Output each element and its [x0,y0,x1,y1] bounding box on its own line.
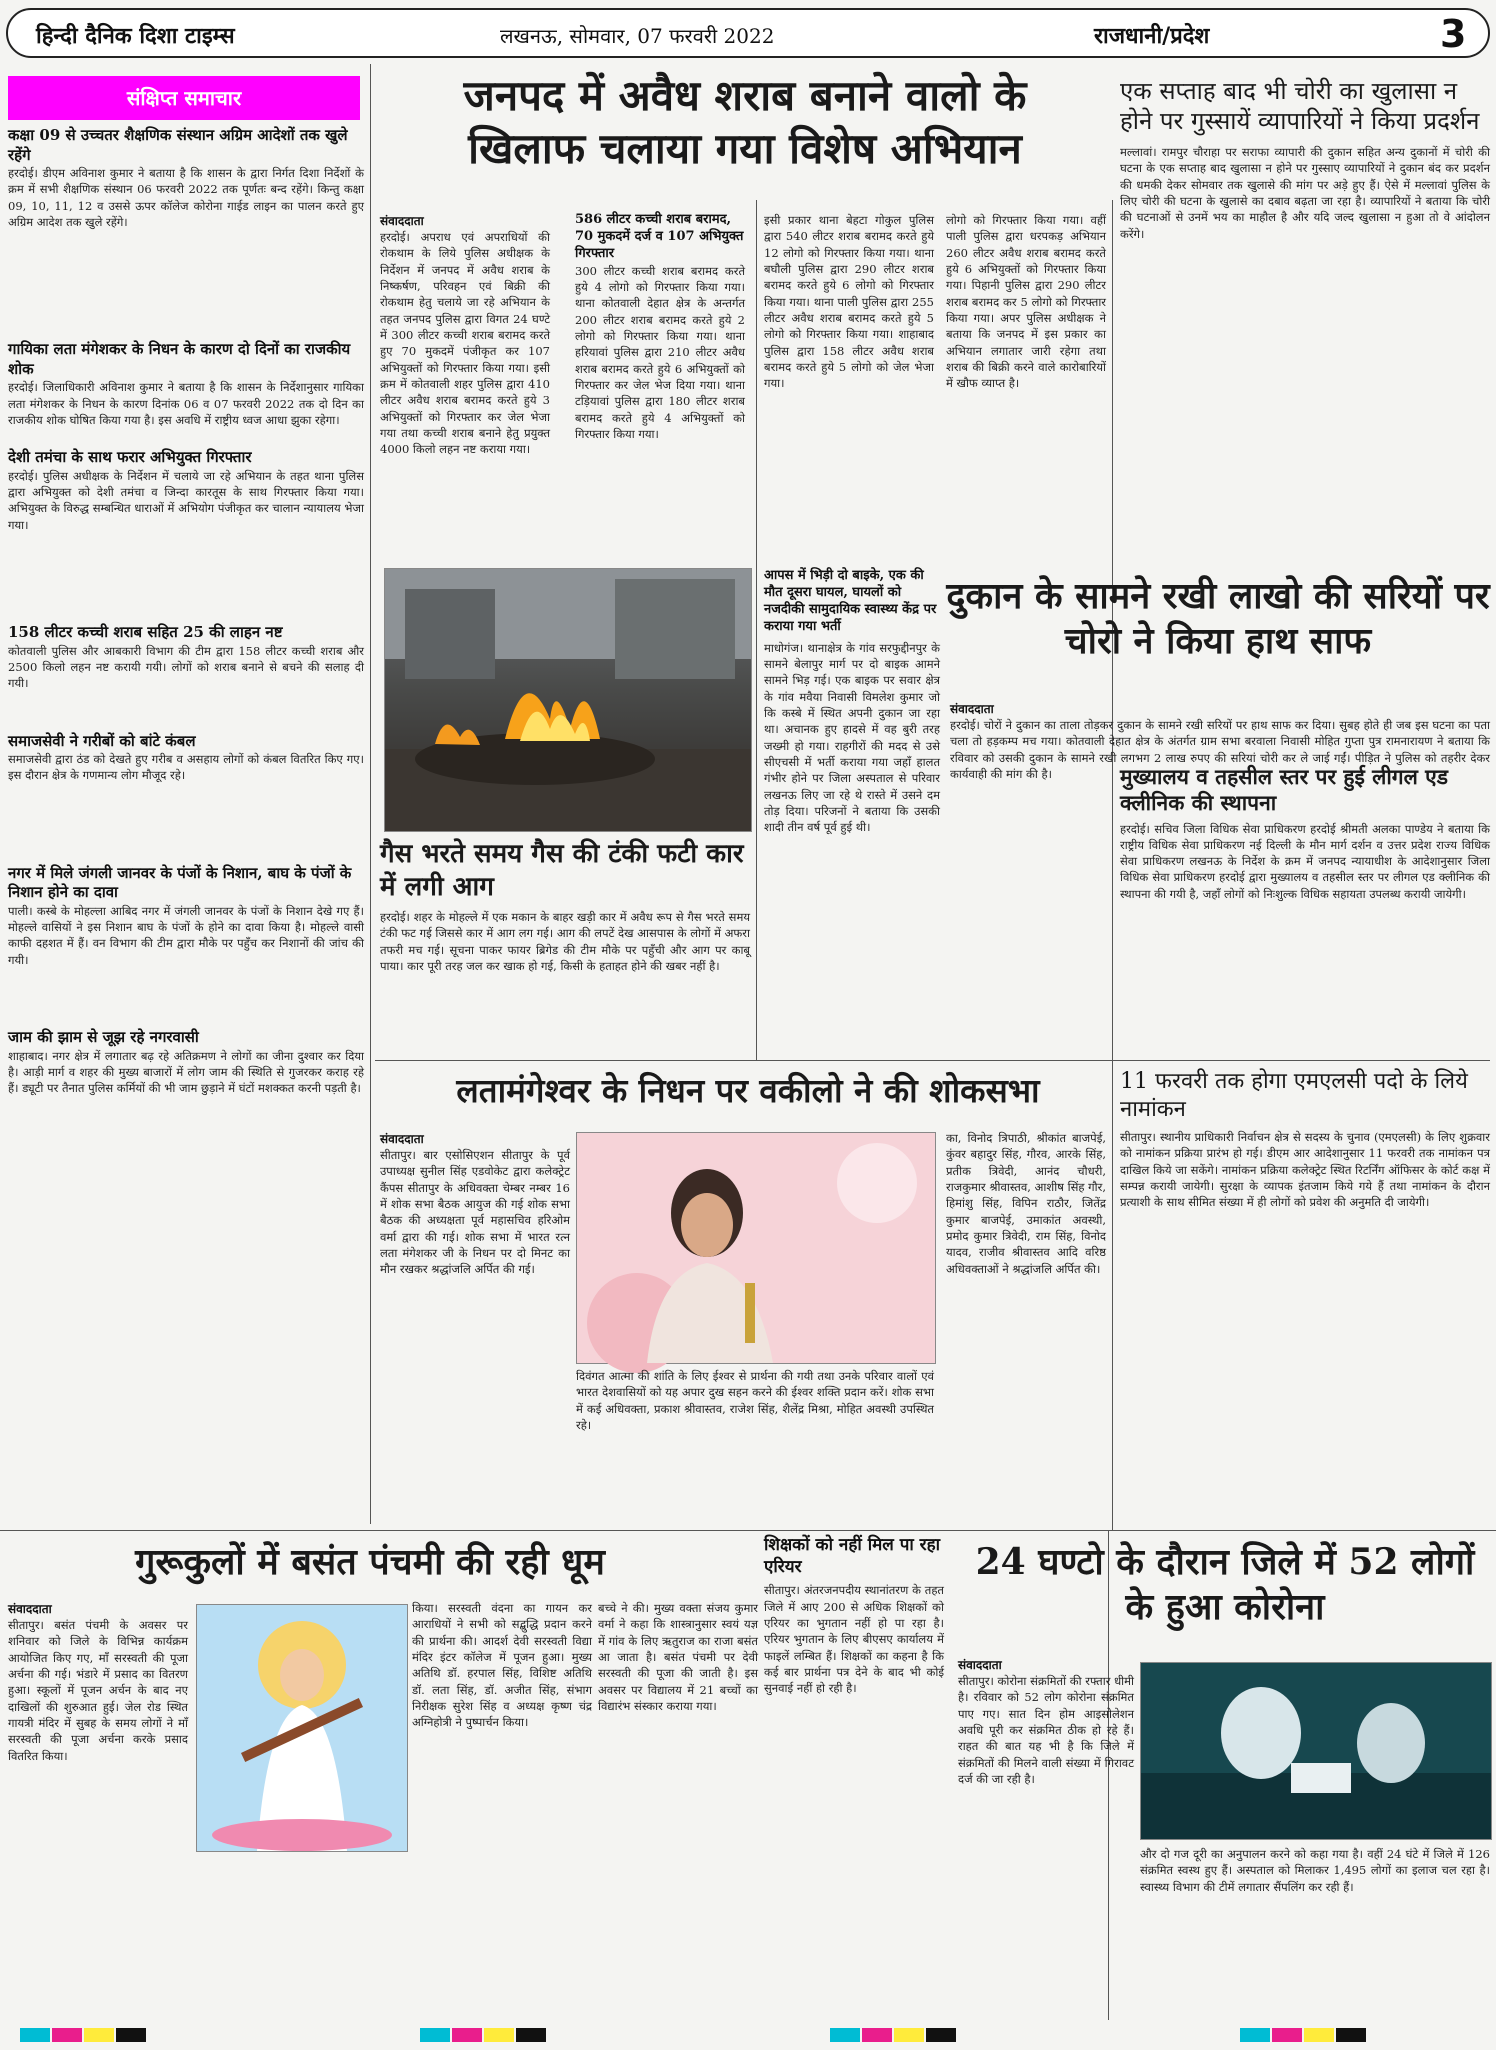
color-registration-mark [1272,2028,1302,2042]
brief-title: नगर में मिले जंगली जानवर के पंजों के निशान, बाघ के पंजों के निशान होने का दावा [8,863,352,902]
issue-dateline: लखनऊ, सोमवार, 07 फरवरी 2022 [500,24,775,48]
clash-story [764,568,940,1056]
brief-title: देशी तमंचा के साथ फरार अभियुक्त गिरफ्तार [8,448,252,467]
corona-lab-photo [1140,1662,1492,1840]
main-story-col4 [946,212,1106,562]
corona-headline: 24 घण्टो के दौरान जिले में 52 लोगों के हुआ कोरोना [975,1541,1475,1628]
column-rule [756,200,757,1060]
page-number: 3 [1440,12,1467,56]
paper-name: हिन्दी दैनिक दिशा टाइम्स [36,23,235,49]
story-body: सीतापुर। अंतरजनपदीय स्थानांतरण के तहत जिले में आए 200 से अधिक शिक्षकों को एरियर का भुगतान नहीं हो पा रहा है। एरियर भुगतान के लिए बीएसए कार्यालय में फाइलें लम्बित हैं। शिक्षकों का कहना है कि कई बार प्रार्थना पत्र देने के बाद भी कोई सुनवाई नहीं हो रही है। [764,1583,944,1696]
shop-theft-headline: दुकान के सामने रखी लाखो की सरियों पर चोरो ने किया हाथ साफ [946,575,1490,662]
story-body: हरदोई। अपराध एवं अपराधियों की रोकथाम के लिये पुलिस अधीक्षक के निर्देशन में जनपद में अवैध शराब के निष्कर्षण, परिवहन एवं बिक्री की रोकथाम हेतु चलाये जा रहे अभियान के तहत जनपद पुलिस द्वारा विगत 24 घण्टे में 300 लीटर कच्ची शराब बरामद करते हुए 70 मुकदमें पंजीकृत कर 107 अभियुक्तों को गिरफ्तार किया गया। इसी क्रम में कोतवाली शहर पुलिस द्वारा 410 लीटर अवैध शराब बरामद करते हुये 3 अभियुक्तों को गिरफ्तार कर जेल भेजा गया तथा कच्ची शराब बनाने हेतु प्रयुक्त 4000 किलो लहन नष्ट कराया गया। [380,230,550,457]
saraswati-illustration [197,1605,407,1851]
condolence-headline: लतामंगेश्वर के निधन पर वकीलो ने की शोकसभा [456,1071,1040,1110]
corona-col1 [958,1656,1134,2020]
color-registration-mark [20,2028,50,2042]
story-body: सीतापुर। बार एसोसिएशन सीतापुर के पूर्व उपाध्यक्ष सुनील सिंह एडवोकेट द्वारा कलेक्ट्रेट कैंपस सीतापुर के अधिवक्ता चेम्बर नम्बर 16 में शोक सभा बैठक आयुज की गई शोक सभा बैठक की अध्यक्षता पूर्व महासचिव हरिओम वर्मा द्वारा की गई। शोक सभा में भारत रत्न लता मंगेशकर जी के निधन पर दो मिनट का मौन रखकर श्रद्धांजलि अर्पित की गई। [380,1148,570,1277]
color-registration-mark [452,2028,482,2042]
main-story-col2 [575,212,745,562]
brief-body: हरदोई। जिलाधिकारी अविनाश कुमार ने बताया है कि शासन के निर्देशानुसार गायिका लता मंगेशकर के निधन के कारण दिनांक 06 व 07 फरवरी 2022 तक दो दिन का राजकीय शोक घोषित किया गया है। इस अवधि में राष्ट्रीय ध्वज आधा झुका रहेगा। [8,380,364,427]
story-body: हरदोई। चोरों ने दुकान का ताला तोड़कर दुकान के सामने रखी सरियों पर हाथ साफ कर दिया। सुबह होते ही जब इस घटना का पता चला तो हड़कम्प मच गया। कोतवाली देहात क्षेत्र के अंतर्गत ग्राम सभा बरवाला निवासी मोहित गुप्ता पुत्र रामनारायण ने बताया कि रविवार को उसकी दुकान के सामने रखी लगभग 2 लाख रुपए की सरियां चोरी कर ले जाई गईं। पीड़ित ने पुलिस को तहरीर देकर कार्यवाही की मांग की है। [950,718,1490,781]
section-divider [375,1060,1490,1061]
portrait-image [577,1133,935,1363]
color-registration-mark [516,2028,546,2042]
masthead [6,8,1490,58]
color-registration-mark [1240,2028,1270,2042]
story-body: किया। सरस्वती वंदना का गायन कर आराधियों ने सभी को सद्बुद्धि प्रदान करने की प्रार्थना की। आदर्श देवी सरस्वती विद्या मंदिर इंटर कॉलेज में पूजन हुआ। मुख्य अतिथि डॉ. हरपाल सिंह, विशिष्ट अतिथि डॉ. लता सिंह, डॉ. अजीत सिंह, संभाग निरीक्षक सुरेश सिंह व अध्यक्ष कृष्ण चंद्र अग्निहोत्री ने पुष्पार्चन किया। [412,1601,592,1730]
brief-title: कक्षा 09 से उच्चतर शैक्षणिक संस्थान अग्रिम आदेशों तक खुले रहेंगे [8,126,348,164]
car-fire-photo [384,568,752,832]
color-registration-mark [52,2028,82,2042]
story-body: सीतापुर। बसंत पंचमी के अवसर पर शनिवार को जिले के विभिन्न कार्यक्रम आयोजित किए गए, माँ सरस्वती की पूजा अर्चना की गई। भंडारे में प्रसाद का वितरण हुआ। स्कूलों में पूजन अर्चन के बाद नए दाखिलों की शुरुआत हुई। जेल रोड स्थित गायत्री मंदिर में सुबह के समय लोगों ने माँ सरस्वती की पूजा अर्चना करके प्रसाद वितरित किया। [8,1618,188,1763]
color-registration-mark [1304,2028,1334,2042]
color-registration-mark [1336,2028,1366,2042]
story-body: सीतापुर। कोरोना संक्रमितों की रफ्तार धीमी है। रविवार को 52 लोग कोरोना संक्रमित पाए गए। सात दिन होम आइसोलेशन अवधि पूरी कर संक्रमित ठीक हो रहे हैं। राहत की बात यह भी है कि जिले में संक्रमितों की मिलने वाली संख्या में गिरावट दर्ज की जा रही है। [958,1674,1134,1786]
story-subhead: 586 लीटर कच्ची शराब बरामद, 70 मुकदमें दर्ज व 107 अभियुक्त गिरफ्तार [575,212,744,261]
color-registration-mark [926,2028,956,2042]
condolence-col3 [946,1130,1106,1524]
story-body: सीतापुर। स्थानीय प्राधिकारी निर्वाचन क्षेत्र से सदस्य के चुनाव (एमएलसी) के लिए शुक्रवार को नामांकन प्रक्रिया प्रारंभ हो गई। डीएम आर आदेशानुसार 11 फरवरी तक नामांकन पत्र दाखिल किये जा सकेंगे। नामांकन प्रक्रिया कलेक्ट्रेट स्थित रिटर्निंग ऑफिसर के कोर्ट कक्ष में सम्पन्न करायी जायेगी। सुरक्षा के व्यापक इंतजाम किये गये हैं तथा नामांकन के दौरान प्रत्याशी के साथ सीमित संख्या में ही लोगों को प्रवेश की अनुमति दी जायेगी। [1120,1130,1490,1210]
brief-body: शाहाबाद। नगर क्षेत्र में लगातार बढ़ रहे अतिक्रमण ने लोगों का जीना दुश्वार कर दिया है। आड़ी मार्ग व शहर की मुख्य बाजारों में लोग जाम की स्थिति से गुजरकर कराह रहे हैं। ड्यूटी पर तैनात पुलिस कर्मियों की भी जाम छुड़ाने में घंटों मशक्कत करनी पड़ती है। [8,1048,364,1096]
story-body: माधोगंज। थानाक्षेत्र के गांव सरफुद्दीनपुर के सामने बेलापुर मार्ग पर दो बाइक आमने सामने भिड़ गई। एक बाइक पर सवार क्षेत्र के गांव मवैया निवासी विमलेश कुमार जो कि कस्बे में स्थित अपनी दुकान जा रहा था। अचानक हुए हादसे में वह बुरी तरह जख्मी हो गया। राहगीरों की मदद से उसे सीएचसी में भर्ती कराया गया जहाँ हालत गंभीर होने पर जिला अस्पताल से परिवार लखनऊ लिए जा रहे थे रास्ते में उसने दम तोड़ दिया। परिजनों ने बताया कि उसकी शादी तीन वर्ष पूर्व हुई थी। [764,640,940,835]
section-title: राजधानी/प्रदेश [1094,23,1210,49]
color-registration-mark [116,2028,146,2042]
shop-theft-story [950,700,1490,781]
fire-story-headline: गैस भरते समय गैस की टंकी फटी कार में लगी आग [380,839,744,902]
dateline: संवाददाता [380,1132,424,1146]
briefs-column [8,126,364,1526]
brief-body: पाली। कस्बे के मोहल्ला आबिद नगर में जंगली जानवर के पंजों के निशान देखे गए हैं। मोहल्ले वासियों ने इस निशान बाघ के पंजों के होने का दावा किया है। मोहल्ले वासी काफी दहशत में हैं। वन विभाग की टीम द्वारा मौके पर पहुँच कर निशानों की जांच की गयी। [8,903,364,967]
main-story-headline [380,70,1110,200]
car-fire-image [385,569,751,831]
brief-body: हरदोई। डीएम अविनाश कुमार ने बताया है कि शासन के द्वारा निर्गत दिशा निर्देशों के क्रम में सभी शैक्षणिक संस्थान 06 फरवरी 2022 तक पूर्णतः बन्द रहेंगे। किन्तु कक्षा 09, 10, 11, 12 व उससे ऊपर कॉलेज कोरोना गाईड लाइन का पालन करते हुए अग्रिम आदेश तक खुले रहेंगे। [8,166,364,229]
story-body: दिवंगत आत्मा की शांति के लिए ईश्वर से प्रार्थना की गयी तथा उनके परिवार वालों एवं भारत देशवासियों को यह अपार दुख सहन करने की ईश्वर शक्ति प्रदान करें। शोक सभा में कई अधिवक्ता, प्रकाश श्रीवास्तव, राजेश सिंह, शैलेंद्र मिश्रा, मोहित अवस्थी उपस्थित रहे। [576,1369,934,1432]
section-divider [0,1530,1496,1531]
legal-clinic-headline: मुख्यालय व तहसील स्तर पर हुई लीगल एड क्लीनिक की स्थापना [1120,764,1449,816]
teachers-headline: शिक्षकों को नहीं मिल पा रहा एरियर [764,1535,941,1578]
dateline: संवाददाता [380,214,424,228]
dateline: संवाददाता [8,1602,52,1616]
headline-line: खिलाफ चलाया गया विशेष अभियान [468,123,1022,173]
legal-clinic-story [1120,764,1490,1058]
story-body: 300 लीटर कच्ची शराब बरामद करते हुये 4 लोगो को गिरफ्तार किया गया। थाना कोतवाली देहात क्षेत्र के अन्तर्गत 200 लीटर शराब बरामद करते हुये 2 लोगो को गिरफ्तार किया गया। थाना हरियावां पुलिस द्वारा 210 लीटर अवैध शराब बरामद करते हुये 6 अभियुक्तों को गिरफ्तार कर जेल भेज दिया गया। थाना टड़ियावां पुलिस द्वारा 180 लीटर शराब बरामद करते हुये 4 अभियुक्तों को गिरफ्तार किया गया। [575,263,745,441]
brief-title: गायिका लता मंगेशकर के निधन के कारण दो दिनों का राजकीय शोक [8,340,351,378]
theft-protest-story [1120,76,1490,576]
story-body: हरदोई। सचिव जिला विधिक सेवा प्राधिकरण हरदोई श्रीमती अलका पाण्डेय ने बताया कि राष्ट्रीय विधिक सेवा प्राधिकरण नई दिल्ली के मौन मार्ग दर्शन व उत्तर प्रदेश राज्य विधिक सेवा प्राधिकरण लखनऊ के निर्देश के क्रम में जनपद न्यायाधीश के आदेशानुसार जिला विधिक सेवा प्राधिकरण हरदोई द्वारा मुख्यालय व तहसील स्तर पर लीगल एड क्लीनिक की स्थापना की गयी है, जहाँ लोगों को निःशुल्क विधिक सहायता उपलब्ध करायी जायेगी। [1120,821,1490,901]
brief-body: कोतवाली पुलिस और आबकारी विभाग की टीम द्वारा 158 लीटर कच्ची शराब और 2500 किलो लहन नष्ट करायी गयी। लोगों को शराब बनाने से बचने की सलाह दी गयी। [8,643,364,691]
condolence-col2 [576,1368,934,1524]
story-body: हरदोई। शहर के मोहल्ले में एक मकान के बाहर खड़ी कार में अवैध रूप से गैस भरते समय टंकी फट गई जिससे कार में आग लग गई। आग की लपटें देख आसपास के लोगों में अफरा तफरी मच गई। सूचना पाकर फायर ब्रिगेड की टीम मौके पर पहुँची और आग पर काबू पाया। कार पूरी तरह जल कर खाक हो गई, किसी के हताहत होने की खबर नहीं है। [380,910,750,973]
fire-story [380,838,750,1058]
briefs-tag: संक्षिप्त समाचार [8,76,360,120]
color-registration-mark [84,2028,114,2042]
basant-col1 [8,1600,188,2020]
basant-col2 [412,1600,592,2020]
basant-col3 [598,1600,758,2020]
brief-title: समाजसेवी ने गरीबों को बांटे कंबल [8,731,196,750]
lab-image [1141,1663,1491,1839]
brief-title: जाम की झाम से जूझ रहे नगरवासी [8,1028,199,1047]
headline-line: जनपद में अवैध शराब बनाने वालो के [463,71,1027,120]
main-story-col1 [380,212,550,562]
saraswati-image [196,1604,408,1852]
story-body: का, विनोद त्रिपाठी, श्रीकांत बाजपेई, कुंवर बहादुर सिंह, गौरव, आरके सिंह, प्रतीक त्रिवेदी, आनंद चौधरी, राजकुमार श्रीवास्तव, आशीष सिंह गौर, हिमांशु सिंह, विपिन राठौर, जितेंद्र कुमार बाजपेई, उमाकांत अवस्थी, प्रमोद कुमार त्रिवेदी, राम सिंह, विनोद यादव, राजीव श्रीवास्तव आदि वरिष्ठ अधिवक्ताओं ने श्रद्धांजलि अर्पित की। [946,1131,1106,1276]
column-rule [370,64,371,1524]
brief-title: 158 लीटर कच्ची शराब सहित 25 की लाहन नष्ट [8,623,283,642]
color-registration-mark [862,2028,892,2042]
color-registration-mark [420,2028,450,2042]
story-body: लोगो को गिरफ्तार किया गया। वहीं पाली पुलिस द्वारा धरपकड़ अभियान 260 लीटर अवैध शराब बरामद करते हुये 6 अभियुक्तों को गिरफ्तार किया गया। पिहानी पुलिस द्वारा 290 लीटर शराब बरामद कर 5 लोगो को गिरफ्तार किया गया। अपर पुलिस अधीक्षक ने बताया कि जनपद में इस प्रकार का अभियान लगातार जारी रहेगा तथा शराब की बिक्री करने वाले कारोबारियों में खौफ व्याप्त है। [946,213,1106,391]
story-body: बच्चे ने की। मुख्य वक्ता संजय कुमार वर्मा ने कहा कि शास्त्रानुसार स्वयं यज्ञ में गांव के लिए ऋतुराज का राजा बसंत आ जाता है। बसंत पंचमी पर देवी सरस्वती की पूजा की जाती है। इस अवसर पर विद्यालय में 21 बच्चों का विद्यारंभ संस्कार कराया गया। [598,1601,758,1713]
dateline: संवाददाता [950,702,994,716]
lata-mangeshkar-photo [576,1132,936,1364]
condolence-col1 [380,1130,570,1520]
color-registration-mark [894,2028,924,2042]
theft-protest-headline: एक सप्ताह बाद भी चोरी का खुलासा न होने पर गुस्सायें व्यापारियों ने किया प्रदर्शन [1120,77,1480,135]
story-body: इसी प्रकार थाना बेहटा गोकुल पुलिस द्वारा 540 लीटर शराब बरामद करते हुये 12 लोगो को गिरफ्तार किया गया। थाना बघौली पुलिस द्वारा 290 लीटर शराब बरामद करते हुये 6 लोगो को गिरफ्तार किया गया। थाना पाली पुलिस द्वारा 255 लीटर अवैध शराब बरामद करते हुये 5 लोगो को गिरफ्तार किया गया। शाहाबाद पुलिस द्वारा 158 लीटर अवैध शराब बरामद करते हुये 5 लोगो को जेल भेजा गया। [764,213,934,391]
teachers-story [764,1534,944,2020]
brief-body: हरदोई। पुलिस अधीक्षक के निर्देशन में चलाये जा रहे अभियान के तहत थाना पुलिस द्वारा अभियुक्त को देशी तमंचा व जिन्दा कारतूस के साथ गिरफ्तार किया गया। अभियुक्त के विरुद्ध सम्बन्धित धाराओं में अभियोग पंजीकृत कर चालान न्यायालय भेजा गया। [8,468,364,532]
main-story-col3 [764,212,934,562]
color-registration-mark [484,2028,514,2042]
column-rule [1112,200,1113,1530]
dateline: संवाददाता [958,1658,1002,1672]
story-body: और दो गज दूरी का अनुपालन करने को कहा गया है। वहीं 24 घंटे में जिले में 126 संक्रमित स्वस्थ हुए हैं। अस्पताल को मिलाकर 1,495 लोगों का इलाज चल रहा है। स्वास्थ्य विभाग की टीमें लगातार सैंपलिंग कर रही हैं। [1140,1847,1490,1894]
corona-col2 [1140,1846,1490,2020]
clash-story-headline: आपस में भिड़ी दो बाइके, एक की मौत दूसरा घायल, घायलों को नजदीकी सामुदायिक स्वास्थ्य केंद्र पर कराया गया भर्ती [764,568,937,634]
story-body: मल्लावां। रामपुर चौराहा पर सराफा व्यापारी की दुकान सहित अन्य दुकानों में चोरी की घटना के एक सप्ताह बाद खुलासा न होने पर गुस्साए व्यापारियों ने दुकान बंद कर प्रदर्शन की धमकी देकर सोमवार तक खुलासे की मांग पर अड़े हुए हैं। ऐसे में मल्लावां पुलिस के लिए चोरी की घटना के खुलासे का दबाव बढ़ता जा रहा है। व्यापारियों ने बताया कि चोरी की घटनाओं से उनमें भय का माहौल है और यदि जल्द खुलासा न हुआ तो वे आंदोलन करेंगे। [1120,145,1490,241]
mlc-story [1120,1068,1490,1524]
basant-headline: गुरूकुलों में बसंत पंचमी की रही धूम [135,1541,605,1583]
color-registration-mark [830,2028,860,2042]
mlc-headline: 11 फरवरी तक होगा एमएलसी पदो के लिये नामांकन [1120,1069,1468,1122]
brief-body: समाजसेवी द्वारा ठंड को देखते हुए गरीब व असहाय लोगों को कंबल वितरित किए गए। इस दौरान क्षेत्र के गणमान्य लोग मौजूद रहे। [8,752,364,783]
